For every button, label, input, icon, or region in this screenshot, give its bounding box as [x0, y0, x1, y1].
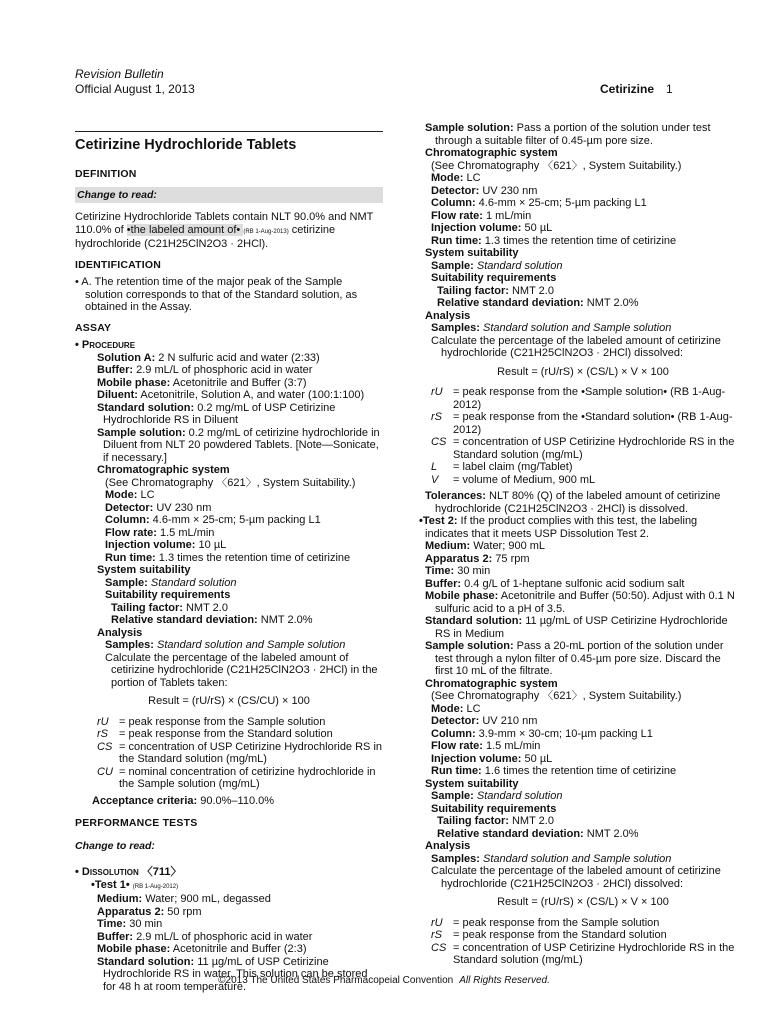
flow-rate-value: 1.5 mL/min	[156, 526, 215, 539]
def-symbol: V	[431, 473, 439, 486]
r-std-value: 11 µg/mL of USP Cetirizine Hydrochloride RS in Medium	[435, 615, 728, 640]
r-definitions2	[425, 917, 741, 967]
injection-volume-value: 10 µL	[195, 539, 227, 551]
def-meaning: = volume of Medium, 900 mL	[453, 473, 596, 486]
r-column-label: Column:	[431, 197, 476, 209]
calculation-text: Calculate the percentage of the labeled amount of cetirizine hydrochloride (C21H25ClN2O3 · 2HCl) in the portion of Tablets taken:	[105, 651, 378, 689]
def-symbol: rU	[431, 916, 443, 929]
def-meaning: = concentration of USP Cetirizine Hydrochloride RS in the Standard solution (mg/mL)	[453, 436, 735, 461]
r-rsd-label: Relative standard deviation:	[437, 297, 584, 309]
copyright-text: ©2013 The United States Pharmacopeial Convention	[218, 975, 454, 986]
buffer-label: Buffer:	[97, 364, 134, 376]
detector-label: Detector:	[105, 501, 154, 514]
r-tail-label: Tailing factor:	[437, 284, 509, 297]
r-tail2-label: Tailing factor:	[437, 815, 509, 827]
injection-volume-label: Injection volume:	[105, 539, 196, 551]
definition-row	[425, 411, 741, 436]
r-col2-label: Column:	[431, 727, 476, 740]
definition-row	[425, 436, 741, 461]
solution-a-label: Solution A:	[97, 351, 156, 364]
title-rule	[75, 131, 383, 132]
r-samples-label: Samples:	[431, 322, 480, 334]
assay-heading: ASSAY	[75, 321, 112, 334]
r-sample-label: Sample:	[431, 259, 474, 272]
r-samples2-label: Samples:	[431, 852, 480, 865]
r-inj-value: 50 µL	[521, 222, 553, 234]
r-time-label: Time:	[425, 565, 455, 577]
r-column-value: 4.6-mm × 25-cm; 5-µm packing L1	[475, 197, 647, 209]
definition-row	[75, 741, 383, 766]
r-mob-label: Mobile phase:	[425, 590, 499, 602]
change-to-read-banner: Change to read:	[75, 187, 383, 204]
r-chrom2-label: Chromatographic system	[425, 677, 558, 690]
r-tail-value: NMT 2.0	[508, 284, 554, 297]
r-samples2-value: Standard solution and Sample solution	[479, 852, 672, 865]
running-header-right	[600, 82, 673, 97]
dissolution-heading: • Dissolution 〈711〉	[75, 866, 182, 878]
definition-row	[425, 386, 741, 411]
column-label: Column:	[105, 514, 150, 526]
definition-highlight: •the labeled amount of•	[126, 223, 244, 236]
definition-text-b: cetirizine hydrochloride (C21H25ClN2O3 · 2HCl).	[75, 223, 336, 250]
buffer-value: 2.9 mL/L of phosphoric acid in water	[133, 364, 313, 376]
standard-solution-label: Standard solution:	[97, 401, 195, 414]
standard2-value: 11 µg/mL of USP Cetirizine Hydrochloride RS in water. This solution can be stored for 48 h at room temperature.	[103, 955, 368, 993]
r-sample-value: Standard solution	[473, 259, 563, 272]
r-chrom-label: Chromatographic system	[425, 147, 558, 159]
test-1-revision: (RB 1-Aug-2012)	[132, 883, 179, 890]
def-symbol: rU	[97, 715, 109, 728]
r-app-value: 75 rpm	[492, 552, 530, 565]
diluent-value: Acetonitrile, Solution A, and water (100:1:100)	[137, 389, 365, 401]
r-run-label: Run time:	[431, 234, 482, 247]
definition-text-a: Cetirizine Hydrochloride Tablets contain NLT 90.0% and NMT 110.0% of	[75, 211, 374, 236]
r-suitreq-label: Suitability requirements	[431, 272, 557, 284]
r-tol-value: NLT 80% (Q) of the labeled amount of cetirizine hydrochloride (C21H25ClN2O3 · 2HCl) is dissolved.	[435, 490, 721, 515]
def-symbol: rU	[431, 386, 443, 398]
suit-sample-label: Sample:	[105, 576, 148, 589]
r-medium-label: Medium:	[425, 540, 471, 552]
diluent-label: Diluent:	[97, 389, 138, 401]
mode-value: LC	[137, 489, 155, 501]
column-value: 4.6-mm × 25-cm; 5-µm packing L1	[149, 514, 321, 526]
def-meaning: = peak response from the Sample solution	[453, 916, 660, 929]
definition-row	[75, 766, 383, 791]
tailing-factor-label: Tailing factor:	[111, 601, 183, 614]
r-mode2-label: Mode:	[431, 702, 464, 715]
r-sample-solution-label: Sample solution:	[425, 122, 514, 134]
r-run2-label: Run time:	[431, 765, 482, 777]
acceptance-label: Acceptance criteria:	[92, 794, 198, 807]
r-inj2-label: Injection volume:	[431, 752, 522, 765]
flow-rate-label: Flow rate:	[105, 526, 157, 539]
r-detector-value: UV 230 nm	[479, 184, 538, 197]
analysis-label: Analysis	[97, 626, 143, 639]
chromatographic-system-label: Chromatographic system	[97, 464, 230, 476]
r-rsd2-label: Relative standard deviation:	[437, 827, 584, 840]
mobile-phase-value: Acetonitrile and Buffer (3:7)	[170, 376, 307, 389]
bulletin-label: Revision Bulletin	[75, 67, 164, 81]
r-det2-label: Detector:	[431, 715, 480, 727]
test-2-label: •Test 2:	[419, 515, 458, 527]
def-symbol: CS	[97, 740, 113, 753]
def-symbol: CS	[431, 436, 447, 448]
r-detector-label: Detector:	[431, 184, 480, 197]
system-suitability-label: System suitability	[97, 564, 191, 576]
solution-a-value: 2 N sulfuric acid and water (2:33)	[155, 351, 320, 364]
r-syssuit-label: System suitability	[425, 247, 519, 259]
r-calc: Calculate the percentage of the labeled amount of cetirizine hydrochloride (C21H25ClN2O3 · 2HCl) dissolved:	[431, 334, 721, 359]
identification-a: • A. The retention time of the major peak of the Sample solution corresponds to that of the Standard solution, as obtained in the Assay.	[75, 276, 358, 313]
standard-solution-value: 0.2 mg/mL of USP Cetirizine Hydrochloride RS in Diluent	[103, 401, 336, 426]
rsd-label: Relative standard deviation:	[111, 614, 258, 626]
r-rsd-value: NMT 2.0%	[583, 297, 639, 309]
def-meaning: = peak response from the Sample solution	[119, 715, 326, 728]
official-date: Official August 1, 2013	[75, 82, 195, 96]
r-chrom2-ref: (See Chromatography 〈621〉, System Suitability.)	[431, 690, 682, 702]
definition-row	[425, 942, 741, 967]
definition-text	[75, 211, 383, 251]
run-time-value: 1.3 times the retention time of cetirizine	[155, 551, 351, 564]
def-meaning: = peak response from the Standard solution	[119, 728, 333, 740]
monograph-name: Cetirizine	[600, 82, 655, 96]
r-formula: Result = (rU/rS) × (CS/L) × V × 100	[497, 365, 669, 378]
samples-value: Standard solution and Sample solution	[153, 639, 346, 651]
def-symbol: rS	[97, 728, 108, 740]
suit-sample-value: Standard solution	[147, 576, 237, 589]
r-samples-value: Standard solution and Sample solution	[479, 322, 672, 334]
r-run-value: 1.3 times the retention time of cetirizine	[481, 234, 677, 247]
buffer2-value: 2.9 mL/L of phosphoric acid in water	[133, 930, 313, 943]
mobile-phase-label: Mobile phase:	[97, 376, 171, 389]
def-symbol: rS	[431, 929, 442, 941]
r-inj2-value: 50 µL	[521, 752, 553, 765]
rsd-value: NMT 2.0%	[257, 614, 313, 626]
r-sample2-label: Sample:	[431, 790, 474, 802]
r-definitions	[425, 386, 741, 486]
r-buf-value: 0.4 g/L of 1-heptane sulfonic acid sodium salt	[461, 577, 685, 590]
r-chrom-ref: (See Chromatography 〈621〉, System Suitability.)	[431, 159, 682, 172]
page-number: 1	[666, 82, 673, 96]
r-smp2-label: Sample solution:	[425, 640, 514, 652]
def-meaning: = concentration of USP Cetirizine Hydrochloride RS in the Standard solution (mg/mL)	[119, 740, 383, 765]
r-mode-value: LC	[463, 172, 481, 184]
mobile2-label: Mobile phase:	[97, 943, 171, 955]
r-app-label: Apparatus 2:	[425, 552, 493, 565]
time-label: Time:	[97, 918, 127, 930]
definition-row	[425, 474, 741, 487]
page-footer	[0, 975, 768, 988]
detector-value: UV 230 nm	[153, 501, 212, 514]
def-meaning: = peak response from the •Sample solution• (RB 1-Aug-2012)	[453, 386, 726, 411]
running-header-left	[75, 67, 195, 97]
sample-solution-value: 0.2 mg/mL of cetirizine hydrochloride in Diluent from NLT 20 powdered Tablets. [Note—Sonicate, if necessary.]	[103, 426, 380, 464]
r-tail2-value: NMT 2.0	[508, 815, 554, 827]
r-formula2: Result = (rU/rS) × (CS/L) × V × 100	[497, 896, 669, 908]
r-analysis2-label: Analysis	[425, 840, 471, 852]
def-symbol: L	[431, 461, 438, 473]
assay-formula: Result = (rU/rS) × (CS/CU) × 100	[148, 695, 310, 707]
def-meaning: = peak response from the •Standard solution• (RB 1-Aug-2012)	[453, 411, 733, 436]
def-symbol: rS	[431, 411, 442, 423]
standard2-label: Standard solution:	[97, 955, 195, 968]
test-1-label: •Test 1•	[91, 878, 130, 891]
definition-row	[425, 917, 741, 930]
r-mode-label: Mode:	[431, 172, 464, 184]
r-flow-label: Flow rate:	[431, 209, 483, 222]
r-buf-label: Buffer:	[425, 577, 462, 590]
identification-heading: IDENTIFICATION	[75, 258, 162, 271]
left-column	[75, 131, 383, 993]
time-value: 30 min	[126, 918, 163, 930]
r-sample-solution-value: Pass a portion of the solution under test through a suitable filter of 0.45-µm pore size.	[435, 122, 711, 147]
r-std-label: Standard solution:	[425, 615, 523, 627]
r-smp2-value: Pass a 20-mL portion of the solution under test through a nylon filter of 0.45-µm pore size. Discard the first 10 mL of the filtrate.	[435, 640, 724, 677]
r-inj-label: Injection volume:	[431, 222, 522, 234]
definition-row	[425, 929, 741, 942]
r-det2-value: UV 210 nm	[479, 715, 538, 727]
r-sample2-value: Standard solution	[473, 790, 563, 802]
mode-label: Mode:	[105, 489, 138, 501]
sample-solution-label: Sample solution:	[97, 426, 186, 439]
run-time-label: Run time:	[105, 551, 156, 564]
r-mode2-value: LC	[463, 702, 481, 715]
performance-tests-heading: PERFORMANCE TESTS	[75, 817, 198, 829]
change-to-read-label: Change to read:	[75, 839, 155, 852]
apparatus-value: 50 rpm	[164, 905, 202, 918]
r-rsd2-value: NMT 2.0%	[583, 827, 639, 840]
r-mob-value: Acetonitrile and Buffer (50:50). Adjust with 0.1 N sulfuric acid to a pH of 3.5.	[435, 590, 735, 615]
procedure-heading: • Procedure	[75, 339, 136, 351]
acceptance-value: 90.0%–110.0%	[197, 794, 275, 807]
samples-label: Samples:	[105, 639, 154, 651]
apparatus-label: Apparatus 2:	[97, 905, 165, 918]
r-analysis-label: Analysis	[425, 309, 471, 322]
def-meaning: = concentration of USP Cetirizine Hydrochloride RS in the Standard solution (mg/mL)	[453, 941, 735, 966]
r-suit2-label: Suitability requirements	[431, 802, 557, 815]
r-medium-value: Water; 900 mL	[470, 540, 546, 552]
r-flow2-label: Flow rate:	[431, 740, 483, 752]
def-meaning: = label claim (mg/Tablet)	[453, 461, 573, 473]
right-column	[419, 122, 741, 971]
tailing-factor-value: NMT 2.0	[182, 601, 228, 614]
test-2-value: If the product complies with this test, the labeling indicates that it meets USP Dissolution Test 2.	[425, 515, 698, 540]
r-sys2-label: System suitability	[425, 777, 519, 790]
monograph-title: Cetirizine Hydrochloride Tablets	[75, 137, 297, 153]
def-meaning: = nominal concentration of cetirizine hydrochloride in the Sample solution (mg/mL)	[119, 765, 376, 790]
def-meaning: = peak response from the Standard solution	[453, 929, 667, 941]
def-symbol: CS	[431, 941, 447, 954]
definition-heading: DEFINITION	[75, 168, 137, 180]
definition-row	[75, 716, 383, 729]
r-time-value: 30 min	[454, 565, 491, 577]
definition-row	[425, 461, 741, 474]
definition-row	[75, 728, 383, 741]
medium-label: Medium:	[97, 893, 143, 905]
assay-definitions	[75, 716, 383, 791]
r-run2-value: 1.6 times the retention time of cetirizine	[481, 765, 677, 777]
r-flow2-value: 1.5 mL/min	[482, 740, 541, 752]
r-calc2: Calculate the percentage of the labeled amount of cetirizine hydrochloride (C21H25ClN2O3 · 2HCl) dissolved:	[431, 865, 721, 890]
buffer2-label: Buffer:	[97, 930, 134, 943]
r-flow-value: 1 mL/min	[482, 209, 532, 222]
chromatography-reference: (See Chromatography 〈621〉, System Suitability.)	[105, 476, 356, 489]
revision-mark: (RB 1-Aug-2013)	[243, 228, 289, 235]
medium-value: Water; 900 mL, degassed	[142, 893, 271, 905]
suitability-requirements-label: Suitability requirements	[105, 589, 231, 601]
mobile2-value: Acetonitrile and Buffer (2:3)	[170, 943, 307, 955]
r-col2-value: 3.9-mm × 30-cm; 10-µm packing L1	[475, 727, 653, 740]
def-symbol: CU	[97, 765, 113, 778]
r-tol-label: Tolerances:	[425, 490, 486, 502]
rights-text: All Rights Reserved.	[459, 975, 550, 986]
